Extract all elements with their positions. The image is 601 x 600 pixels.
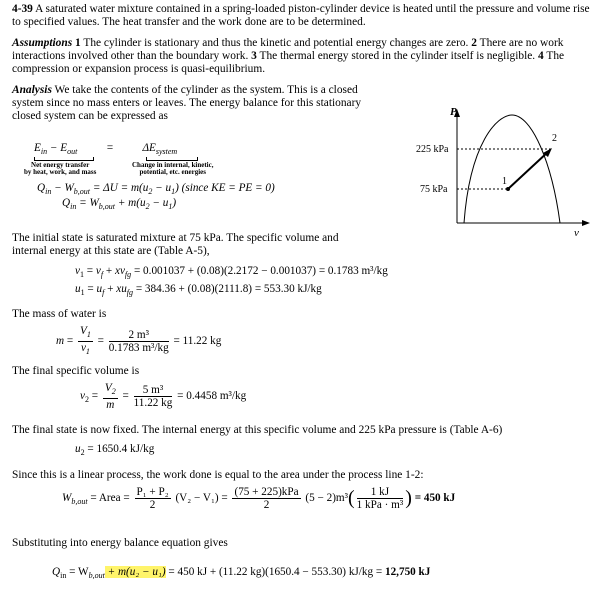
- p-low-label: 75 kPa: [420, 184, 448, 195]
- analysis-heading: Analysis: [12, 84, 52, 96]
- v2-equation: $v_2$ = $\frac{V_2}{m}$ = $\frac{\text{5 m³}}{11.22 kg}$ = 0.4458 m³/kg: [80, 382, 247, 411]
- assumptions-heading: Assumptions: [12, 37, 73, 49]
- problem-statement: [12, 3, 592, 29]
- problem-text: A saturated water mixture contained in a spring-loaded piston-cylinder device is heated until the pressure and volume rise to specified values. The heat transfer and the work done are to be determined.: [12, 3, 590, 28]
- mass-intro: The mass of water is: [12, 308, 107, 320]
- work-result: = 450 kJ: [414, 492, 456, 505]
- final-state-text: The final state is now fixed. The internal energy at this specific volume and 225 kPa pressure is (Table A-6): [12, 424, 503, 436]
- p-high-label: 225 kPa: [416, 144, 449, 155]
- analysis-text: We take the contents of the cylinder as the system. This is a closed system since no mass enters or leaves. The energy balance for this stationary closed system can be expressed as: [12, 84, 362, 122]
- note-change-energy: Change in internal, kinetic, potential, etc. energies: [132, 161, 214, 176]
- v1-equation: $v_1 = v_f + xv_{fg} = 0.001037 + (0.08)(2.2172 - 0.001037) = 0.1783$ m³/kg: [75, 265, 388, 279]
- heat-result: 12,750 kJ: [384, 566, 431, 578]
- note-net-energy: Net energy transfer by heat, work, and mass: [24, 161, 97, 176]
- assumption-2: There are no work interactions involved other than the boundary work.: [12, 37, 564, 62]
- heat-transfer-equation: $Q_{in} = W_{b,out} + m(u_2 - u_1) = 450$ kJ + (11.22 kg)(1650.4 − 553.30) kJ/kg = 12,750 kJ: [52, 566, 431, 580]
- u1-equation: $u_1 = u_f + xu_{fg} = 384.36 + (0.08)(2111.8) = 553.30$ kJ/kg: [75, 283, 322, 297]
- energy-balance-line3: $Q_{in} = W_{b,out} + m(u_2 - u_1)$: [62, 197, 177, 211]
- x-axis-label: v: [574, 227, 579, 238]
- assumption-3: The thermal energy stored in the cylinder itself is negligible.: [259, 50, 536, 62]
- process-line: [508, 151, 549, 189]
- u2-equation: $u_2 = 1650.4$ kJ/kg: [75, 443, 155, 457]
- problem-number: 4-39: [12, 3, 33, 15]
- energy-balance-line1: $E_{in} - E_{out} = \Delta E_{system}$: [34, 142, 178, 156]
- final-v-intro: The final specific volume is: [12, 365, 140, 377]
- state-1-label: 1: [502, 176, 507, 187]
- initial-state-text: The initial state is saturated mixture at 75 kPa. The specific volume and internal energy at this state are (Table A-5),: [12, 232, 339, 257]
- energy-balance-line2: $Q_{in} - W_{b,out} = \Delta U = m(u_2 - u_1)$ (since KE = PE = 0): [37, 182, 275, 196]
- substitution-text: Substituting into energy balance equation gives: [12, 537, 228, 549]
- work-equation: $W_{b,out}$ = Area = $\frac{\text{P₁ + P₂}}{2}$ (V₂ − V₁) = $\frac{\text{(75 + 225)kPa}}{2}$ (5 − 2)m³( $\frac{1 kJ}{\text{1 kPa · m³}}$ ) = 450 kJ: [62, 486, 456, 511]
- assumptions: Assumptions 1 The cylinder is stationary and thus the kinetic and potential energy changes are zero. 2 There are no work interactions involved other than the boundary work. 3 The thermal energy stored in the cylinder itself is negligible. 4 The compression or expansion process is quasi-equilibrium.: [12, 37, 565, 75]
- analysis: [12, 84, 372, 123]
- y-axis-label: P: [450, 106, 457, 118]
- pv-diagram: [402, 103, 592, 238]
- linear-process-text: Since this is a linear process, the work done is equal to the area under the process line 1-2:: [12, 469, 424, 481]
- saturation-dome: [464, 115, 560, 223]
- highlighted-term: + m(u₂ − u₁): [104, 566, 166, 578]
- assumption-1: The cylinder is stationary and thus the kinetic and potential energy changes are zero.: [83, 37, 469, 49]
- assumption-4: The compression or expansion process is quasi-equilibrium.: [12, 50, 565, 75]
- state-2-label: 2: [552, 133, 557, 144]
- mass-equation: m = $\frac{V_1}{v_1}$ = $\frac{\text{2 m³}}{\text{0.1783 m³/kg}}$ = 11.22 kg: [56, 325, 222, 356]
